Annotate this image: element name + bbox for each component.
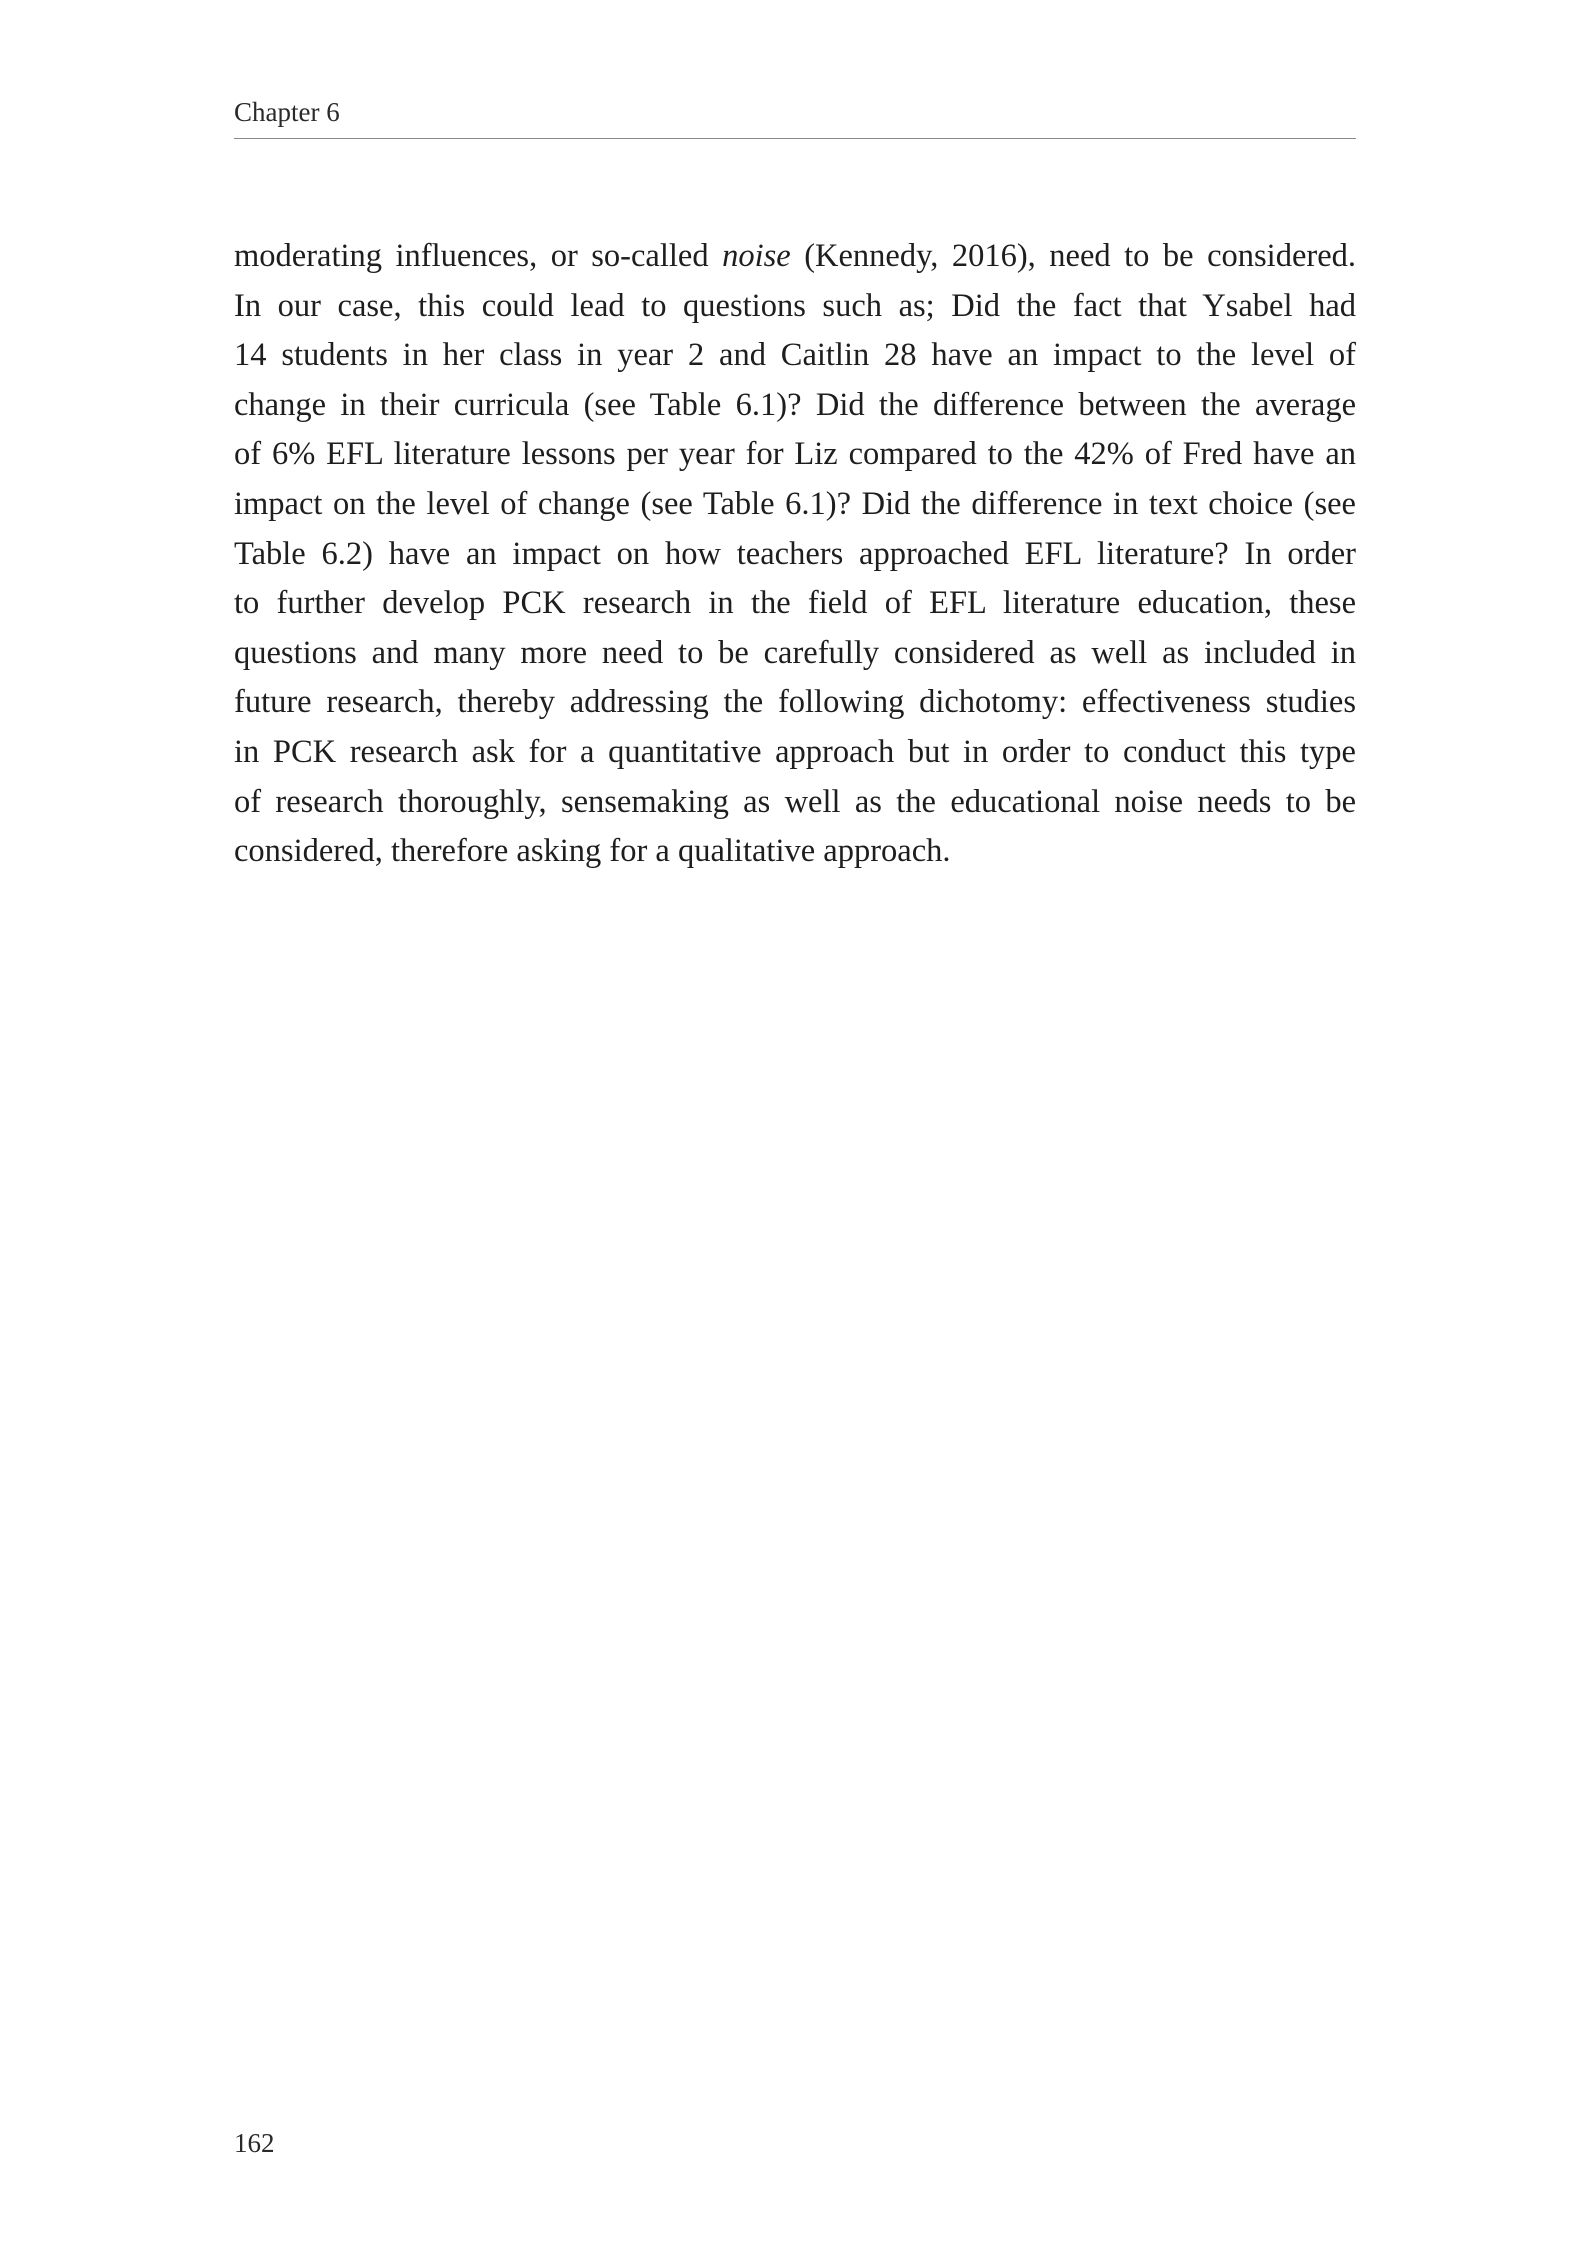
paragraph-line: impact on the level of change (see Table 6.1)? Did the difference in text choice (see <box>234 485 1356 522</box>
running-head <box>234 92 1356 139</box>
paragraph-line <box>234 232 1356 282</box>
paragraph-line: considered, therefore asking for a qualitative approach. <box>234 833 951 870</box>
italic-term: noise <box>722 238 791 274</box>
paragraph-line: of 6% EFL literature lessons per year for Liz compared to the 42% of Fred have an <box>234 436 1356 473</box>
line-text-end: (Kennedy, 2016), need to be considered. <box>790 238 1356 274</box>
paragraph-line: future research, thereby addressing the following dichotomy: effectiveness studies <box>234 684 1356 721</box>
chapter-title: Chapter 6 <box>234 97 340 127</box>
body-paragraph <box>234 232 1356 877</box>
paragraph-line: In our case, this could lead to questions such as; Did the fact that Ysabel had <box>234 287 1356 324</box>
paragraph-line: in PCK research ask for a quantitative approach but in order to conduct this type <box>234 733 1356 770</box>
paragraph-line: of research thoroughly, sensemaking as well as the educational noise needs to be <box>234 783 1356 820</box>
paragraph-line: 14 students in her class in year 2 and Caitlin 28 have an impact to the level of <box>234 337 1356 374</box>
paragraph-line: Table 6.2) have an impact on how teachers approached EFL literature? In order <box>234 535 1356 572</box>
paragraph-line: change in their curricula (see Table 6.1)? Did the difference between the average <box>234 386 1356 423</box>
paragraph-line: questions and many more need to be carefully considered as well as included in <box>234 634 1356 671</box>
paragraph-line: to further develop PCK research in the field of EFL literature education, these <box>234 585 1356 622</box>
page-number: 162 <box>234 2128 275 2158</box>
line-text-start: moderating influences, or so-called <box>234 238 723 274</box>
